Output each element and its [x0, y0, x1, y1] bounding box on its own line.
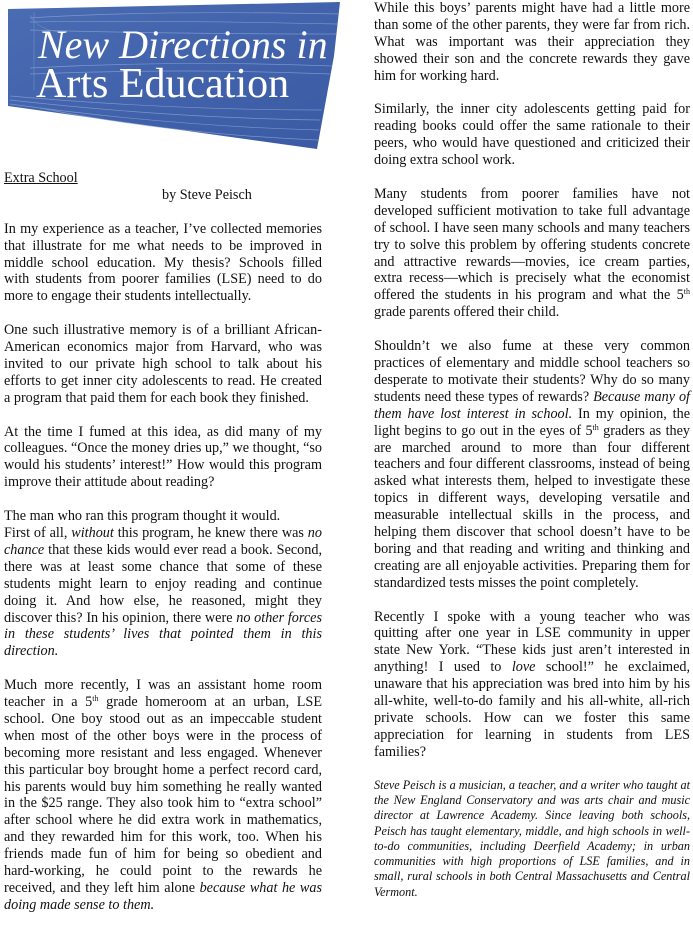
paragraph-8: [374, 186, 690, 321]
text-run: In my opinion, the light begins to go out in the eyes of 5: [374, 405, 690, 439]
superscript: th: [592, 422, 599, 432]
paragraph-6: While this boys’ parents might have had a little more than some of the other parents, they were far from rich. What was important was their appreciation they showed their son and the concrete rewards they gave him for working hard.: [374, 0, 690, 84]
superscript: th: [683, 287, 690, 297]
paragraph-4: [4, 525, 322, 660]
text-run: that these kids would ever read a book. Second, there was at least some chance that some of these students might learn to enjoy reading and continue doing it. And how else, he reasoned, might they discover this? In his opinion, there were: [4, 541, 322, 626]
emphasis: because what he was doing made sense to them.: [4, 879, 322, 913]
author-bio: Steve Peisch is a musician, a teacher, and a writer who taught at the New England Conservatory and was arts chair and music director at Lawrence Academy. Since leaving both schools, Peisch has taught elementary, middle, and high schools in well-to-do communities, including Deerfield Academy; in urban communities with high proportions of LSE families, and in small, rural schools in both Central Massachusetts and Central Vermont.: [374, 777, 690, 899]
paragraph-4-lead: The man who ran this program thought it would.: [4, 508, 281, 525]
paragraph-9: [374, 338, 690, 592]
emphasis: no chance: [4, 524, 322, 558]
text-run: Many students from poorer families have not developed sufficient motivation to take full advantage of school. I have seen many schools and many teachers try to solve this problem by offering students concrete and attractive rewards—movies, ice cream parties, extra recess—which is precisely what the economist offered the students in his program and what the 5: [374, 185, 690, 304]
text-run: Shouldn’t we also fume at these very common practices of elementary and middle school teachers so desperate to motivate their students? Why do so many students need these types of rewards?: [374, 338, 690, 405]
emphasis: without: [71, 524, 114, 541]
text-run: school!” he exclaimed, unaware that his appreciation was bred into him by his all-white, well-to-do family and his all-white, all-rich private schools. How can we foster this same appreciation for learning in students from LES families?: [374, 659, 691, 760]
emphasis: no other forces in these students’ lives that pointed them in this direction.: [4, 609, 322, 660]
paragraph-2: One such illustrative memory is of a brilliant African-American economics major from Harvard, who was invited to our private high school to talk about his efforts to get inner city adolescents to read. He created a program that paid them for each book they finished.: [4, 322, 322, 406]
article-title: Extra School: [4, 170, 78, 186]
logo-new-directions-in-arts-education: [0, 0, 345, 160]
emphasis: love: [511, 659, 536, 676]
text-run: Recently I spoke with a young teacher who was quitting after one year in LSE community in upper state New York. “These kids just aren’t interested in anything! I used to: [374, 608, 690, 676]
svg-text:New Directions in: New Directions in: [38, 22, 328, 67]
text-run: grade parents offered their child.: [374, 304, 560, 321]
paragraph-10: [374, 609, 690, 761]
paragraph-7: Similarly, the inner city adolescents getting paid for reading books could offer the same rationale to their peers, who would have questioned and criticized their doing extra school work.: [374, 101, 690, 169]
paragraph-1: In my experience as a teacher, I’ve collected memories that illustrate for me what needs to be improved in middle school education. My thesis? Schools filled with students from poorer families (LSE) need to do more to engage their students intellectually.: [4, 220, 322, 305]
emphasis: Because many of them have lost interest in school.: [374, 388, 690, 422]
superscript: th: [92, 694, 99, 704]
article-column-left: [4, 170, 322, 931]
text-run: graders as they are marched around to more than four different teachers and four different classrooms, instead of being asked what interests them, helped to investigate these topics in different ways, developing versatile and measurable intellectual skills in the process, and helping them discover that school doesn’t have to be boring and that reading and writing and thinking and creating are all enjoyable activities. Preparing them for standardized tests misses the point completely.: [374, 422, 690, 591]
text-run: Much more recently, I was an assistant home room teacher in a 5: [4, 677, 322, 711]
article-byline: by Steve Peisch: [162, 186, 252, 203]
text-run: grade homeroom at an urban, LSE school. One boy stood out as an impeccable student when most of the other boys were in the process of becoming more resistant and less engaged. Whenever this particular boy brought home a perfect record card, his parents would buy him something he really wanted in the $25 range. They also took him to “extra school” after school where he did extra work in mathematics, and they rewarded him for this work, too. When his friends made fun of him for being so obedient and hard-working, he could point to the rewards he received, and they left him alone: [4, 694, 322, 896]
logo-banner-icon: [0, 0, 345, 160]
text-run: First of all,: [4, 524, 72, 541]
text-run: this program, he knew there was: [113, 524, 308, 541]
svg-text:Arts Education: Arts Education: [36, 61, 290, 107]
paragraph-3: At the time I fumed at this idea, as did many of my colleagues. “Once the money dries up,” we thought, “so would his students’ interest!” How would this program improve their attitude about reading?: [4, 423, 322, 491]
article-column-right: [374, 0, 690, 917]
paragraph-5: [4, 677, 322, 914]
